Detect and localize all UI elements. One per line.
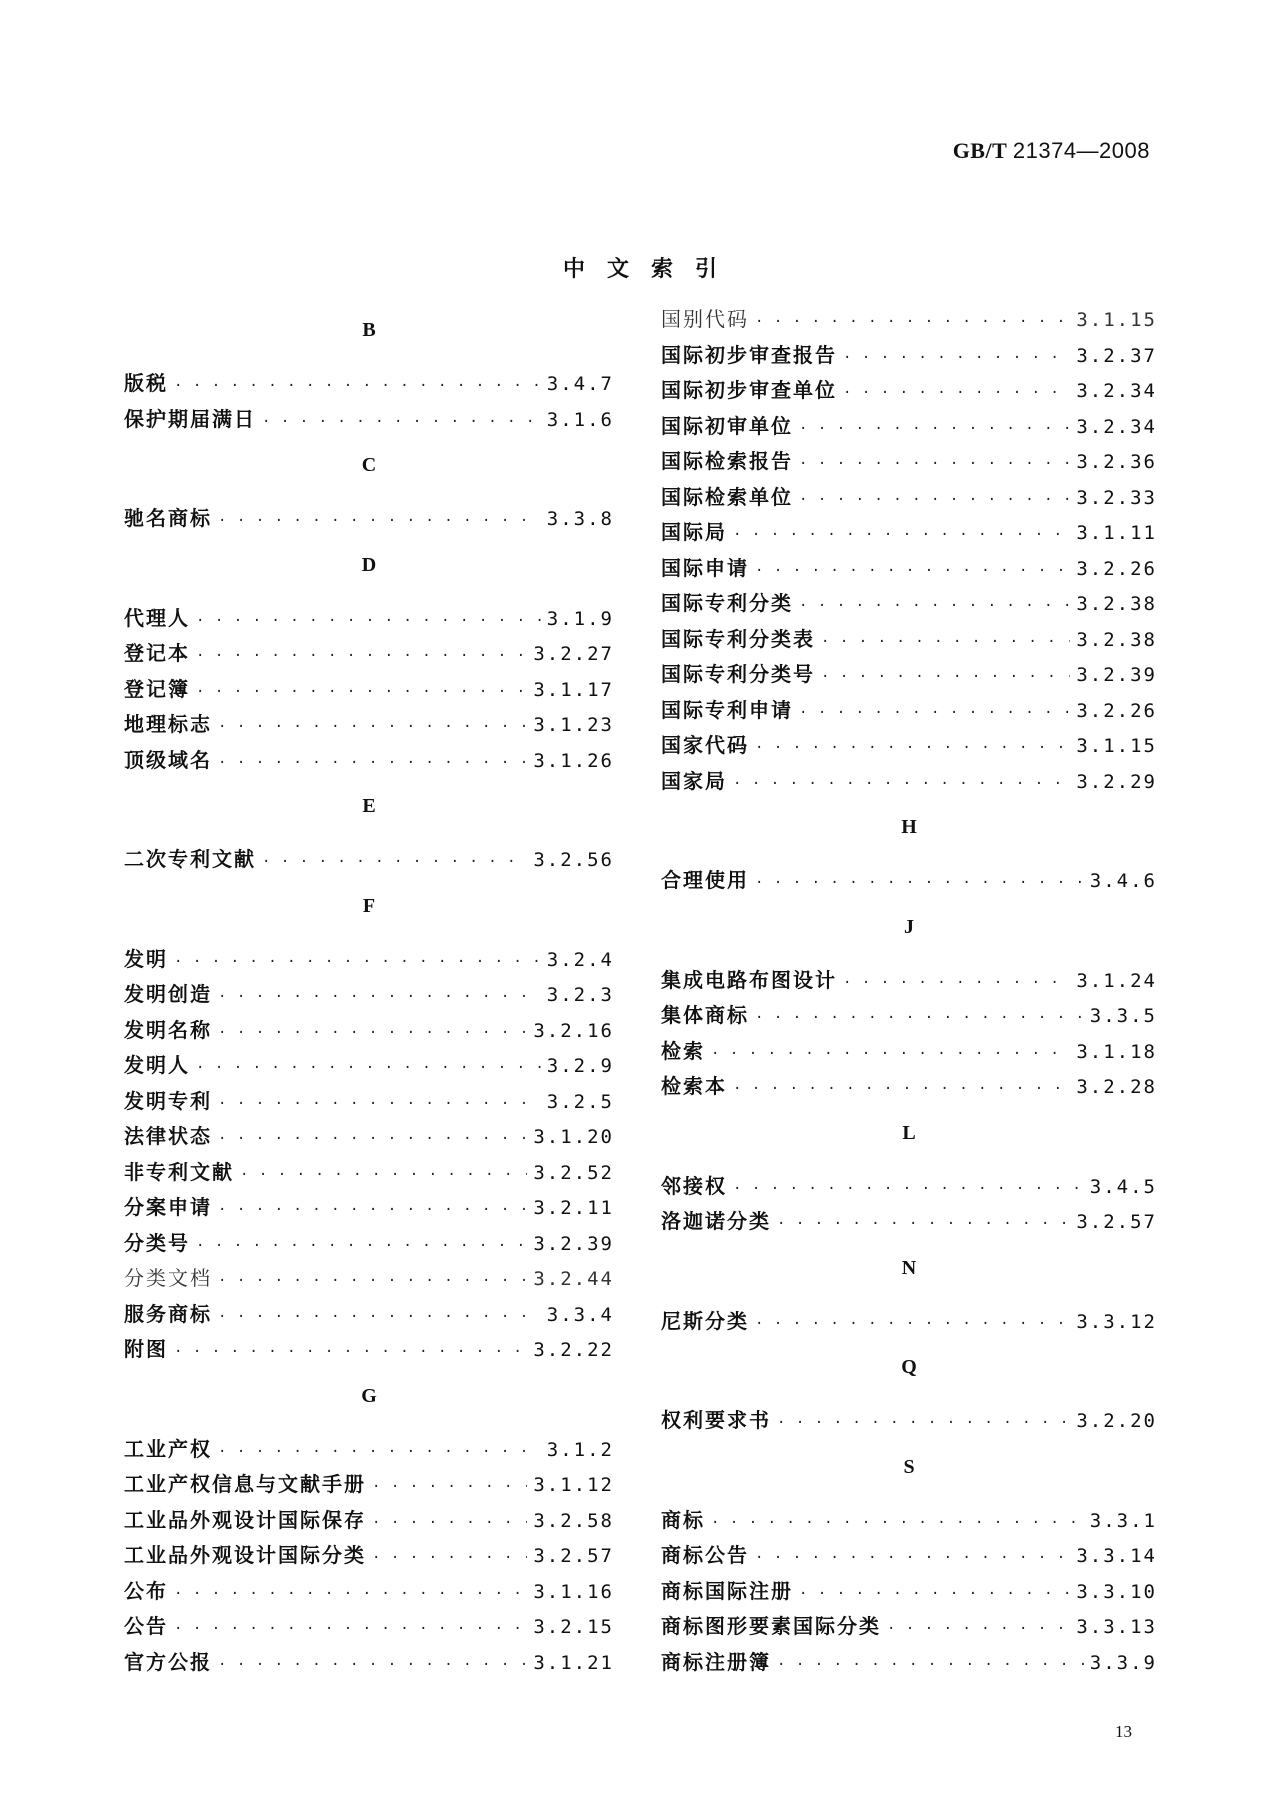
index-entry: [661, 1069, 1157, 1105]
index-entry: [661, 409, 1157, 445]
entry-clause-number: 3.2.57: [1076, 1211, 1157, 1233]
index-entry: [124, 1261, 614, 1297]
dot-leader: [174, 1612, 527, 1648]
entry-clause-number: 3.2.15: [533, 1616, 614, 1638]
entry-term: 地理标志: [124, 712, 212, 736]
entry-clause-number: 3.2.58: [533, 1509, 614, 1532]
entry-clause-number: 3.1.26: [533, 749, 614, 772]
entry-clause-number: 3.2.57: [533, 1545, 614, 1567]
standard-code-prefix: GB/T: [952, 138, 1007, 163]
entry-clause-number: 3.1.2: [546, 1438, 614, 1461]
section-letter: Q: [901, 1356, 917, 1378]
index-entry: [661, 1169, 1157, 1205]
section-letter: D: [361, 553, 377, 576]
entry-term: 权利要求书: [661, 1408, 771, 1432]
entry-clause-number: 3.1.12: [533, 1474, 614, 1496]
entry-clause-number: 3.1.24: [1076, 969, 1157, 992]
index-entry: [124, 366, 614, 402]
index-entry: [661, 1503, 1157, 1539]
entry-term: 登记簿: [124, 676, 190, 701]
dot-leader: [372, 1470, 527, 1506]
dot-leader: [799, 696, 1070, 732]
index-entry: [661, 764, 1157, 800]
dot-leader: [218, 710, 527, 746]
entry-clause-number: 3.4.5: [1089, 1175, 1157, 1198]
index-entry: [661, 515, 1157, 551]
entry-term: 国际检索报告: [661, 449, 793, 473]
index-entry: [661, 373, 1157, 409]
entry-clause-number: 3.2.34: [1076, 380, 1157, 402]
index-entry: [661, 1574, 1157, 1610]
entry-clause-number: 3.2.38: [1076, 593, 1157, 615]
entry-clause-number: 3.2.37: [1076, 344, 1157, 367]
entry-clause-number: 3.1.15: [1076, 735, 1157, 757]
entry-clause-number: 3.2.52: [533, 1161, 614, 1184]
section-letter: G: [361, 1384, 377, 1407]
index-entry: [124, 1538, 614, 1574]
entry-term: 保护期届满日: [124, 406, 256, 431]
entry-term: 邻接权: [661, 1173, 727, 1198]
index-entry: [124, 1503, 614, 1539]
entry-term: 国际检索单位: [661, 484, 793, 509]
dot-leader: [755, 554, 1070, 590]
entry-clause-number: 3.3.13: [1076, 1616, 1157, 1638]
entry-clause-number: 3.2.4: [546, 948, 614, 971]
entry-term: 服务商标: [124, 1301, 212, 1326]
entry-clause-number: 3.1.18: [1076, 1040, 1157, 1063]
index-entry: [124, 501, 614, 537]
entry-clause-number: 3.2.33: [1076, 486, 1157, 509]
entry-term: 商标公告: [661, 1543, 749, 1567]
dot-leader: [799, 1577, 1070, 1613]
index-entry: [661, 728, 1157, 764]
index-entry: [124, 636, 614, 672]
entry-clause-number: 3.2.34: [1076, 415, 1157, 438]
index-section: [661, 809, 1157, 899]
entry-clause-number: 3.2.26: [1076, 699, 1157, 722]
index-entry: [124, 1048, 614, 1084]
dot-leader: [174, 1577, 527, 1613]
entry-term: 发明专利: [124, 1088, 212, 1113]
entry-clause-number: 3.2.11: [533, 1197, 614, 1219]
dot-leader: [218, 1193, 527, 1229]
index-entry: [124, 942, 614, 978]
entry-term: 法律状态: [124, 1124, 212, 1148]
entry-term: 国家局: [661, 768, 727, 793]
entry-clause-number: 3.4.6: [1089, 870, 1157, 892]
entry-term: 商标: [661, 1507, 705, 1532]
index-entry: [661, 622, 1157, 658]
standard-code: [953, 138, 1150, 164]
index-entry: [661, 998, 1157, 1034]
dot-leader: [777, 1648, 1084, 1684]
entry-clause-number: 3.3.10: [1076, 1580, 1157, 1603]
entry-clause-number: 3.2.3: [546, 984, 614, 1006]
entry-clause-number: 3.1.9: [546, 607, 614, 630]
entry-term: 驰名商标: [124, 506, 212, 530]
entry-term: 工业品外观设计国际保存: [124, 1507, 366, 1532]
entry-term: 商标国际注册: [661, 1578, 793, 1603]
entry-clause-number: 3.2.26: [1076, 557, 1157, 580]
entry-term: 工业品外观设计国际分类: [124, 1543, 366, 1567]
dot-leader: [372, 1506, 527, 1542]
entry-clause-number: 3.2.38: [1076, 628, 1157, 651]
dot-leader: [196, 639, 527, 675]
entry-clause-number: 3.2.20: [1076, 1410, 1157, 1432]
index-entry: [661, 1609, 1157, 1645]
entry-term: 顶级域名: [124, 747, 212, 772]
entry-term: 尼斯分类: [661, 1308, 749, 1333]
index-entry: [124, 1332, 614, 1368]
entry-term: 附图: [124, 1337, 168, 1361]
dot-leader: [372, 1541, 527, 1577]
index-entry: [124, 1609, 614, 1645]
dot-leader: [218, 1122, 527, 1158]
index-section: [661, 1115, 1157, 1240]
left-index-column: [124, 302, 614, 1680]
section-letter: C: [361, 454, 377, 476]
dot-leader: [733, 1072, 1070, 1108]
dot-leader: [218, 980, 541, 1016]
dot-leader: [733, 1172, 1084, 1208]
dot-leader: [711, 1506, 1084, 1542]
entry-clause-number: 3.2.5: [546, 1090, 614, 1113]
entry-term: 国际专利分类: [661, 591, 793, 615]
entry-term: 商标注册簿: [661, 1649, 771, 1674]
page-number: 13: [1115, 1722, 1132, 1741]
entry-term: 登记本: [124, 641, 190, 665]
entry-term: 二次专利文献: [124, 847, 256, 871]
dot-leader: [843, 341, 1070, 377]
index-entry: [124, 601, 614, 637]
dot-leader: [777, 1207, 1070, 1243]
dot-leader: [755, 1541, 1070, 1577]
dot-leader: [218, 746, 527, 782]
entry-term: 集成电路布图设计: [661, 967, 837, 992]
entry-term: 发明创造: [124, 982, 212, 1006]
entry-term: 国际申请: [661, 555, 749, 580]
entry-clause-number: 3.2.27: [533, 643, 614, 665]
entry-term: 检索本: [661, 1074, 727, 1098]
entry-term: 国际初步审查单位: [661, 378, 837, 402]
entry-term: 公布: [124, 1578, 168, 1603]
dot-leader: [843, 966, 1070, 1002]
section-letter: E: [362, 795, 376, 817]
entry-clause-number: 3.3.4: [546, 1303, 614, 1326]
index-entry: [124, 1297, 614, 1333]
index-section: [124, 447, 614, 537]
entry-term: 发明: [124, 946, 168, 971]
entry-term: 版税: [124, 371, 168, 395]
entry-term: 非专利文献: [124, 1159, 234, 1184]
index-entry: [124, 977, 614, 1013]
entry-term: 分类文档: [124, 1266, 212, 1290]
entry-clause-number: 3.3.1: [1089, 1509, 1157, 1532]
dot-leader: [733, 767, 1070, 803]
entry-term: 工业产权信息与文献手册: [124, 1472, 366, 1496]
entry-term: 集体商标: [661, 1003, 749, 1027]
dot-leader: [821, 660, 1070, 696]
dot-leader: [799, 412, 1070, 448]
index-entry: [661, 551, 1157, 587]
entry-term: 代理人: [124, 605, 190, 630]
entry-term: 国际专利分类号: [661, 662, 815, 686]
entry-clause-number: 3.2.16: [533, 1019, 614, 1042]
section-letter: L: [902, 1121, 916, 1144]
dot-leader: [174, 1335, 527, 1371]
index-entry: [124, 672, 614, 708]
dot-leader: [777, 1406, 1070, 1442]
dot-leader: [887, 1612, 1070, 1648]
index-section: [661, 1250, 1157, 1340]
index-entry: [661, 963, 1157, 999]
section-letter: F: [362, 894, 376, 917]
entry-clause-number: 3.2.29: [1076, 770, 1157, 793]
dot-leader: [196, 1051, 541, 1087]
index-entry: [661, 444, 1157, 480]
index-section: [124, 547, 614, 779]
dot-leader: [218, 1300, 541, 1336]
index-entry: [661, 586, 1157, 622]
page-title: 中文索引: [562, 256, 739, 282]
index-entry: [661, 693, 1157, 729]
index-entry: [124, 743, 614, 779]
entry-term: 分案申请: [124, 1195, 212, 1219]
dot-leader: [218, 1264, 527, 1300]
index-entry: [661, 863, 1157, 899]
index-entry: [661, 1645, 1157, 1681]
index-entry: [124, 1645, 614, 1681]
index-section: [124, 312, 614, 437]
entry-clause-number: 3.2.9: [546, 1055, 614, 1077]
entry-clause-number: 3.3.14: [1076, 1545, 1157, 1567]
entry-term: 发明人: [124, 1053, 190, 1077]
index-entry: [661, 1204, 1157, 1240]
entry-clause-number: 3.2.39: [533, 1232, 614, 1255]
entry-term: 工业产权: [124, 1436, 212, 1461]
entry-term: 国际初步审查报告: [661, 342, 837, 367]
index-entry: [124, 1574, 614, 1610]
dot-leader: [799, 447, 1070, 483]
entry-clause-number: 3.2.39: [1076, 664, 1157, 686]
dot-leader: [218, 1435, 541, 1471]
entry-term: 商标图形要素国际分类: [661, 1614, 881, 1638]
entry-clause-number: 3.3.9: [1089, 1651, 1157, 1674]
index-entry: [661, 1538, 1157, 1574]
entry-clause-number: 3.1.17: [533, 678, 614, 701]
entry-clause-number: 3.4.7: [546, 373, 614, 395]
dot-leader: [755, 1307, 1070, 1343]
dot-leader: [218, 1087, 541, 1123]
dot-leader: [262, 405, 541, 441]
standard-code-number: 21374—2008: [1012, 138, 1150, 163]
section-letter: J: [904, 915, 914, 938]
dot-leader: [733, 518, 1070, 554]
index-entry: [124, 1119, 614, 1155]
entry-clause-number: 3.2.36: [1076, 451, 1157, 473]
entry-term: 洛迦诺分类: [661, 1209, 771, 1233]
index-entry: [661, 480, 1157, 516]
dot-leader: [196, 604, 541, 640]
index-section: [124, 888, 614, 1368]
entry-clause-number: 3.2.22: [533, 1339, 614, 1361]
entry-clause-number: 3.2.28: [1076, 1076, 1157, 1098]
entry-term: 国际初审单位: [661, 413, 793, 438]
index-section: [124, 788, 614, 878]
index-entry: [124, 1190, 614, 1226]
entry-term: 国际专利分类表: [661, 626, 815, 651]
index-entry: [124, 707, 614, 743]
dot-leader: [755, 731, 1070, 767]
dot-leader: [196, 675, 527, 711]
index-entry: [661, 1403, 1157, 1439]
entry-clause-number: 3.3.8: [546, 508, 614, 530]
entry-clause-number: 3.1.23: [533, 714, 614, 736]
entry-term: 国别代码: [661, 307, 749, 331]
index-section: [661, 302, 1157, 799]
index-entry: [661, 1304, 1157, 1340]
entry-term: 发明名称: [124, 1017, 212, 1042]
dot-leader: [711, 1037, 1070, 1073]
section-letter: H: [901, 816, 917, 838]
index-entry: [124, 1155, 614, 1191]
section-letter: S: [903, 1455, 915, 1478]
index-entry: [661, 302, 1157, 338]
dot-leader: [174, 945, 541, 981]
entry-clause-number: 3.1.11: [1076, 522, 1157, 544]
dot-leader: [755, 305, 1070, 341]
entry-term: 合理使用: [661, 868, 749, 892]
entry-term: 分类号: [124, 1230, 190, 1255]
index-entry: [124, 1226, 614, 1262]
entry-clause-number: 3.2.56: [533, 849, 614, 871]
entry-clause-number: 3.1.6: [546, 408, 614, 431]
index-section: [661, 909, 1157, 1105]
dot-leader: [240, 1158, 527, 1194]
entry-clause-number: 3.2.44: [533, 1268, 614, 1290]
section-letter: B: [362, 319, 376, 341]
entry-term: 公告: [124, 1614, 168, 1638]
dot-leader: [196, 1229, 527, 1265]
index-entry: [124, 842, 614, 878]
entry-term: 国家代码: [661, 733, 749, 757]
entry-clause-number: 3.1.15: [1076, 309, 1157, 331]
entry-clause-number: 3.1.20: [533, 1126, 614, 1148]
entry-term: 国际专利申请: [661, 697, 793, 722]
dot-leader: [799, 589, 1070, 625]
entry-term: 官方公报: [124, 1649, 212, 1674]
index-entry: [661, 1034, 1157, 1070]
entry-clause-number: 3.1.16: [533, 1580, 614, 1603]
dot-leader: [262, 845, 527, 881]
dot-leader: [218, 504, 541, 540]
dot-leader: [755, 1001, 1084, 1037]
section-letter: N: [901, 1256, 917, 1279]
entry-clause-number: 3.3.5: [1089, 1005, 1157, 1027]
entry-clause-number: 3.1.21: [533, 1651, 614, 1674]
right-index-column: [661, 302, 1157, 1680]
index-entry: [124, 1084, 614, 1120]
dot-leader: [174, 369, 541, 405]
index-entry: [124, 1467, 614, 1503]
index-entry: [124, 1432, 614, 1468]
dot-leader: [821, 625, 1070, 661]
index-entry: [124, 402, 614, 438]
index-section: [124, 1378, 614, 1681]
dot-leader: [218, 1016, 527, 1052]
index-section: [661, 1449, 1157, 1681]
index-entry: [661, 338, 1157, 374]
entry-clause-number: 3.3.12: [1076, 1310, 1157, 1333]
dot-leader: [843, 376, 1070, 412]
dot-leader: [755, 866, 1084, 902]
dot-leader: [799, 483, 1070, 519]
index-entry: [124, 1013, 614, 1049]
dot-leader: [218, 1648, 527, 1684]
entry-term: 国际局: [661, 520, 727, 544]
entry-term: 检索: [661, 1038, 705, 1063]
index-section: [661, 1349, 1157, 1439]
index-entry: [661, 657, 1157, 693]
